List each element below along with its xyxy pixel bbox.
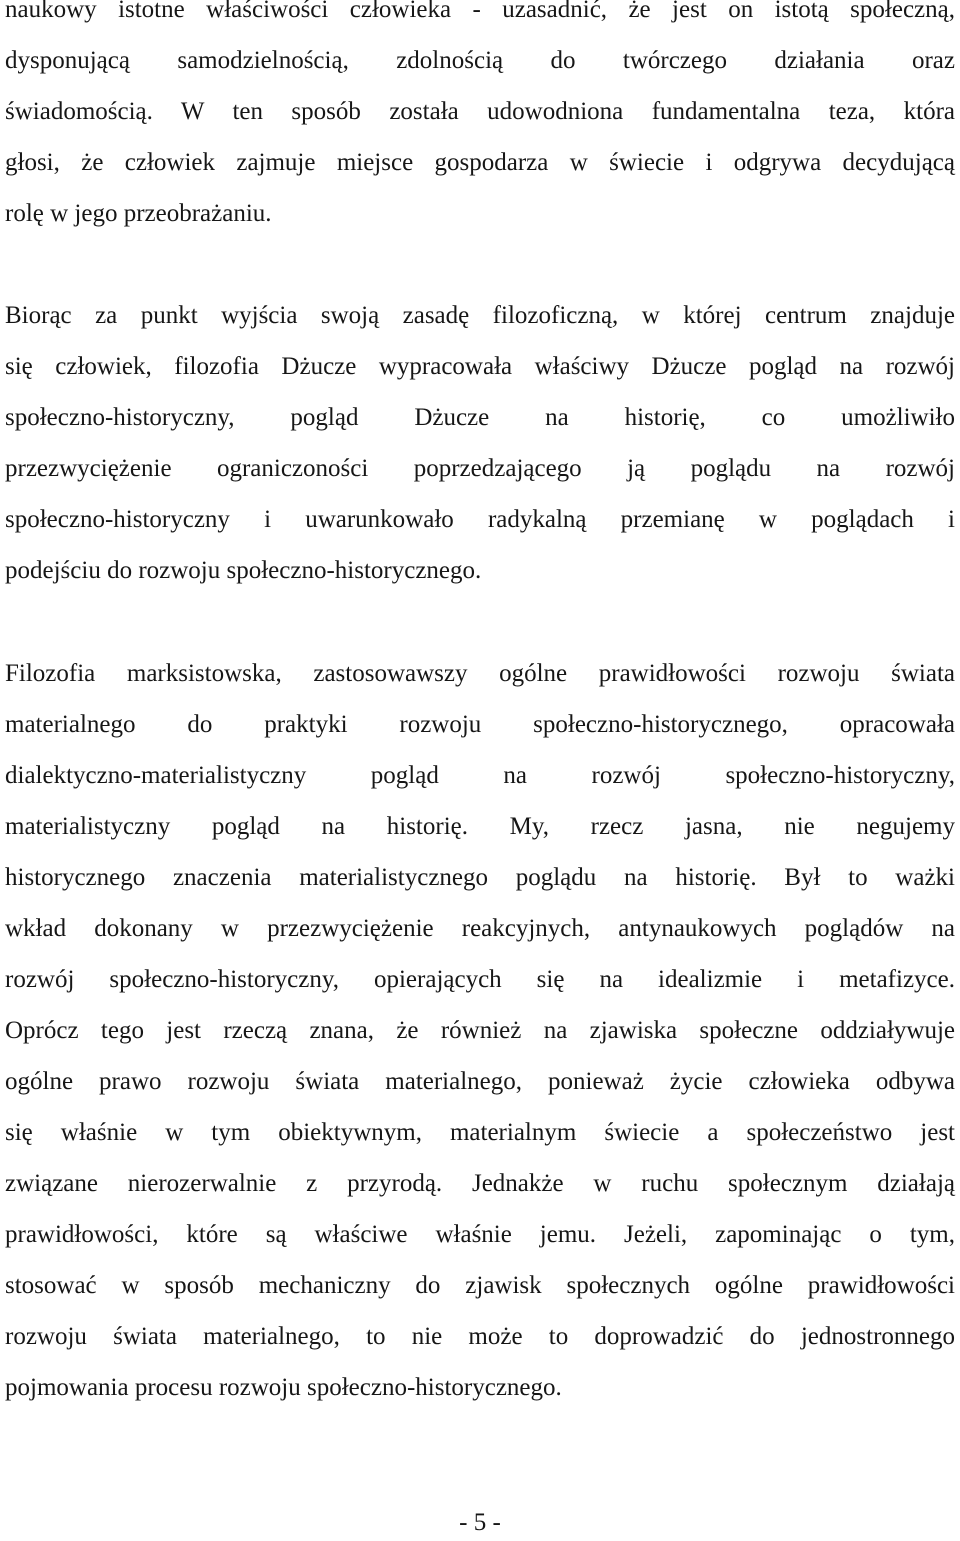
text-line: się człowiek, filozofia Dżucze wypracowała właściwy Dżucze pogląd na rozwój [5, 353, 955, 380]
text-line: prawidłowości, które są właściwe właśnie jemu. Jeżeli, zapominając o tym, [5, 1221, 955, 1248]
text-line: rozwój społeczno-historyczny, opierających się na idealizmie i metafizyce. [5, 966, 955, 993]
text-line: podejściu do rozwoju społeczno-historycznego. [5, 557, 482, 584]
text-line: świadomością. W ten sposób została udowodniona fundamentalna teza, która [5, 98, 955, 125]
text-line: wkład dokonany w przezwyciężenie reakcyjnych, antynaukowych poglądów na [5, 915, 955, 942]
text-line: się właśnie w tym obiektywnym, materialnym świecie a społeczeństwo jest [5, 1119, 955, 1146]
text-line: dialektyczno-materialistyczny pogląd na rozwój społeczno-historyczny, [5, 762, 955, 789]
text-line: przezwyciężenie ograniczoności poprzedzającego ją poglądu na rozwój [5, 455, 955, 482]
text-line: naukowy istotne właściwości człowieka - uzasadnić, że jest on istotą społeczną, [5, 0, 955, 23]
text-line: rozwoju świata materialnego, to nie może to doprowadzić do jednostronnego [5, 1323, 955, 1350]
page-number: - 5 - [459, 1509, 501, 1536]
text-line: ogólne prawo rozwoju świata materialnego, ponieważ życie człowieka odbywa [5, 1068, 955, 1095]
text-line: Oprócz tego jest rzeczą znana, że również na zjawiska społeczne oddziaływuje [5, 1017, 955, 1044]
text-line: społeczno-historyczny i uwarunkowało radykalną przemianę w poglądach i [5, 506, 955, 533]
text-line: społeczno-historyczny, pogląd Dżucze na historię, co umożliwiło [5, 404, 955, 431]
text-line: głosi, że człowiek zajmuje miejsce gospodarza w świecie i odgrywa decydującą [5, 149, 955, 176]
paragraph-1 [5, 0, 955, 239]
text-line: historycznego znaczenia materialistycznego poglądu na historię. Był to ważki [5, 864, 955, 891]
text-line: związane nierozerwalnie z przyrodą. Jednakże w ruchu społecznym działają [5, 1170, 955, 1197]
paragraph-3 [5, 648, 955, 1413]
text-line: Filozofia marksistowska, zastosowawszy ogólne prawidłowości rozwoju świata [5, 660, 955, 687]
paragraph-2 [5, 290, 955, 596]
text-line: materialistyczny pogląd na historię. My, rzecz jasna, nie negujemy [5, 813, 955, 840]
text-line: stosować w sposób mechaniczny do zjawisk społecznych ogólne prawidłowości [5, 1272, 955, 1299]
text-line: dysponującą samodzielnością, zdolnością do twórczego działania oraz [5, 47, 955, 74]
text-line: materialnego do praktyki rozwoju społeczno-historycznego, opracowała [5, 711, 955, 738]
text-line: pojmowania procesu rozwoju społeczno-historycznego. [5, 1374, 562, 1401]
text-line: rolę w jego przeobrażaniu. [5, 200, 272, 227]
text-line: Biorąc za punkt wyjścia swoją zasadę filozoficzną, w której centrum znajduje [5, 302, 955, 329]
